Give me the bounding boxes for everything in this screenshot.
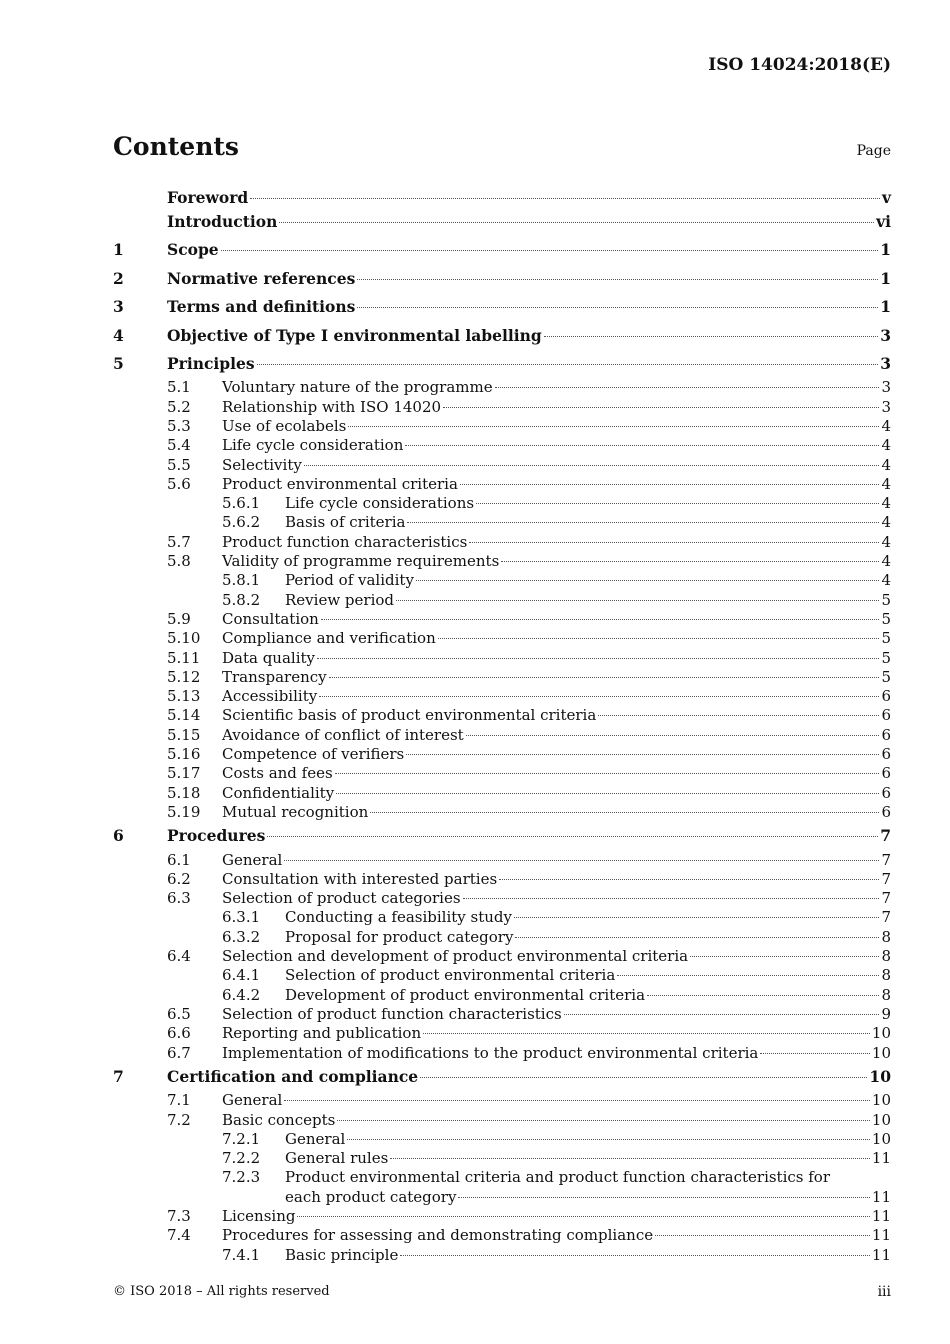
toc-entry-number: 5.8.2 [222,590,261,609]
toc-entry-page: v [881,188,891,207]
toc-entry-page: 7 [881,908,891,927]
dot-leader [297,1216,869,1217]
dot-leader [469,542,879,543]
toc-entry-page: 7 [881,889,891,908]
toc-entry[interactable] [113,668,891,687]
toc-entry[interactable] [113,803,891,822]
toc-entry-title: Accessibility [222,687,318,706]
toc-entry-page: 4 [881,436,891,455]
dot-leader [348,426,879,427]
toc-entry-title: Selection of product function characteristics [222,1004,562,1023]
dot-leader [515,937,879,938]
toc-entry-title: Basic principle [285,1245,399,1264]
toc-entry[interactable] [113,1111,891,1130]
dot-leader [423,1033,870,1034]
toc-entry-page: 11 [871,1226,891,1245]
toc-entry-page: 1 [880,240,891,260]
toc-entry-number: 5.15 [167,725,201,744]
toc-entry-page: 11 [871,1187,891,1206]
toc-entry-page: 6 [881,725,891,744]
dot-leader [257,364,879,365]
toc-entry-number: 5.12 [167,667,201,686]
toc-entry[interactable] [113,571,891,590]
toc-entry-number: 5.9 [167,609,191,628]
toc-entry-page: 3 [880,325,891,345]
toc-entry-page: 4 [881,494,891,513]
dot-leader [357,279,878,280]
toc-entry-number: 5 [113,353,124,373]
toc-entry-number: 5.7 [167,532,191,551]
toc-entry-title: Costs and fees [222,764,333,783]
toc-entry-number: 7.1 [167,1091,191,1110]
page-column-label: Page [856,143,891,159]
dot-leader [284,1100,870,1101]
toc-entry[interactable] [113,870,891,889]
toc-entry-title: Compliance and verification [222,629,436,648]
toc-entry-page: 6 [881,802,891,821]
toc-entry-title: Confidentiality [222,783,335,802]
toc-entry-number: 6.6 [167,1024,191,1043]
toc-entry-number: 7.2.2 [222,1149,261,1168]
dot-leader [499,879,879,880]
toc-entry[interactable] [113,436,891,455]
toc-entry[interactable] [113,184,891,208]
toc-entry-title: Selection of product categories [222,889,461,908]
toc-entry-title: Life cycle consideration [222,436,404,455]
dot-leader [406,754,879,755]
toc-entry[interactable] [113,851,891,870]
toc-entry-page: 8 [881,985,891,1004]
toc-entry-page: 11 [871,1245,891,1264]
dot-leader [647,995,879,996]
dot-leader [690,956,879,957]
toc-entry[interactable] [113,513,891,532]
toc-entry-title: Reporting and publication [222,1024,422,1043]
toc-entry[interactable] [113,784,891,803]
toc-entry-title: Product function characteristics [222,532,468,551]
toc-entry-number: 6.4.1 [222,966,261,985]
toc-entry-page: 10 [871,1024,891,1043]
toc-entry-title: Avoidance of conflict of interest [222,725,464,744]
toc-entry-number: 5.5 [167,455,191,474]
dot-leader [598,715,879,716]
toc-entry[interactable] [113,1044,891,1063]
toc-entry[interactable] [113,475,891,494]
toc-entry-page: 4 [881,513,891,532]
toc-entry-number: 3 [113,297,124,317]
dot-leader [405,445,879,446]
toc-entry[interactable] [113,706,891,725]
toc-entry-title: Terms and definitions [167,297,356,317]
toc-entry-title: Selectivity [222,455,302,474]
toc-entry-page: 10 [869,1066,891,1086]
toc-entry-title: Development of product environmental criteria [285,985,646,1004]
toc-entry-number: 7.4.1 [222,1245,261,1264]
dot-leader [321,619,880,620]
toc-entry[interactable] [113,1063,891,1091]
toc-entry-page: 10 [871,1091,891,1110]
dot-leader [760,1053,870,1054]
dot-leader [443,407,879,408]
toc-entry-title: Implementation of modifications to the product environmental criteria [222,1043,759,1062]
toc-entry[interactable] [113,208,891,236]
dot-leader [438,638,880,639]
toc-entry[interactable] [113,649,891,668]
toc-entry-page: vi [876,212,891,231]
toc-entry-title: General rules [285,1149,389,1168]
toc-entry[interactable] [113,236,891,264]
toc-entry-number: 5.4 [167,436,191,455]
dot-leader [347,1139,870,1140]
toc-entry-number: 7.4 [167,1226,191,1245]
toc-entry-title: Consultation with interested parties [222,869,498,888]
toc-entry-title: Basis of criteria [285,513,406,532]
toc-entry-title: Voluntary nature of the programme [222,378,493,397]
toc-entry-number: 7.2.1 [222,1129,261,1148]
dot-leader [416,580,880,581]
toc-entry[interactable] [113,533,891,552]
dot-leader [460,484,880,485]
toc-entry-title: Competence of verifiers [222,744,405,763]
toc-entry[interactable] [113,591,891,610]
toc-entry-number: 5.6 [167,474,191,493]
toc-entry[interactable] [113,1226,891,1245]
toc-entry-page: 4 [881,455,891,474]
toc-entry-title: Mutual recognition [222,802,369,821]
toc-entry-number: 6.4.2 [222,985,261,1004]
dot-leader [396,600,879,601]
toc-entry-number: 5.11 [167,648,201,667]
toc-entry[interactable] [113,629,891,648]
toc-entry-title: General [222,850,283,869]
dot-leader [267,836,878,837]
toc-entry-title: Transparency [222,667,327,686]
toc-entry[interactable] [113,764,891,783]
dot-leader [501,561,879,562]
toc-entry-title: Scope [167,240,219,260]
toc-entry-title: Conducting a feasibility study [285,908,512,927]
toc-entry-title: Procedures [167,826,266,846]
toc-entry-page: 6 [881,687,891,706]
toc-entry[interactable] [113,822,891,850]
dot-leader [476,503,879,504]
toc-entry[interactable] [113,494,891,513]
toc-entry-title: Selection of product environmental criteria [285,966,616,985]
copyright-notice: © ISO 2018 – All rights reserved [113,1284,330,1299]
toc-entry-page: 3 [881,397,891,416]
toc-entry-page: 11 [871,1149,891,1168]
toc-entry-number: 6 [113,826,124,846]
dot-leader [390,1158,870,1159]
dot-leader [250,198,880,199]
toc-entry-page: 9 [881,1004,891,1023]
toc-entry-page: 5 [881,648,891,667]
toc-entry-page: 4 [881,474,891,493]
toc-entry-title: Relationship with ISO 14020 [222,397,442,416]
toc-entry-page: 1 [880,268,891,288]
dot-leader [466,735,880,736]
toc-entry[interactable] [113,456,891,475]
toc-entry-title: Proposal for product category [285,927,514,946]
toc-entry-number: 5.18 [167,783,201,802]
toc-entry-number: 5.10 [167,629,201,648]
toc-entry-page: 3 [880,353,891,373]
toc-entry-number: 6.2 [167,869,191,888]
dot-leader [564,1014,880,1015]
toc-entry[interactable] [113,1024,891,1043]
dot-leader [317,658,879,659]
dot-leader [407,522,879,523]
toc-entry-number: 7 [113,1066,124,1086]
toc-entry-number: 2 [113,268,124,288]
toc-entry-title-continued: each product category [285,1187,457,1206]
toc-entry[interactable] [113,1149,891,1168]
dot-leader [279,222,874,223]
dot-leader [337,1120,870,1121]
toc-entry-title: Certification and compliance [167,1066,419,1086]
toc-entry-title: Validity of programme requirements [222,552,500,571]
dot-leader [284,860,879,861]
toc-entry-page: 7 [881,850,891,869]
toc-entry-title: Procedures for assessing and demonstrating compliance [222,1226,654,1245]
dot-leader [463,898,880,899]
toc-entry[interactable] [113,265,891,293]
toc-entry-title: Life cycle considerations [285,494,475,513]
dot-leader [319,696,879,697]
toc-entry-page: 8 [881,927,891,946]
toc-entry-number: 7.2.3 [222,1168,261,1187]
toc-entry-number: 5.19 [167,802,201,821]
toc-entry-number: 5.13 [167,687,201,706]
toc-entry-number: 6.1 [167,850,191,869]
toc-entry-title: Selection and development of product environmental criteria [222,947,689,966]
toc-entry-page: 4 [881,571,891,590]
dot-leader [370,812,879,813]
toc-entry-page: 4 [881,532,891,551]
dot-leader [335,773,880,774]
toc-entry-title: Product environmental criteria and product function characteristics for [285,1168,831,1187]
dot-leader [304,465,880,466]
toc-entry-number: 5.8 [167,552,191,571]
toc-entry[interactable] [113,986,891,1005]
toc-entry-title: Review period [285,590,395,609]
toc-entry[interactable] [113,928,891,947]
toc-entry[interactable] [113,726,891,745]
toc-entry[interactable] [113,889,891,908]
dot-leader [336,793,879,794]
toc-entry-page: 11 [871,1207,891,1225]
toc-entry-page: 8 [881,947,891,966]
toc-entry[interactable] [113,378,891,397]
toc-entry-title: Introduction [167,212,278,231]
toc-entry[interactable] [113,322,891,350]
toc-entry[interactable] [113,350,891,378]
toc-entry[interactable] [113,1168,891,1207]
toc-entry-title: Scientific basis of product environmental criteria [222,706,597,725]
toc-entry-page: 5 [881,590,891,609]
toc-entry[interactable] [113,1207,891,1226]
toc-entry[interactable] [113,1246,891,1265]
toc-entry-number: 5.1 [167,378,191,397]
toc-entry-number: 5.3 [167,416,191,435]
toc-entry-title: Objective of Type I environmental labelling [167,325,542,345]
toc-entry[interactable] [113,417,891,436]
toc-entry[interactable] [113,398,891,417]
toc-entry-number: 5.6.1 [222,494,261,513]
toc-entry[interactable] [113,966,891,985]
toc-entry-number: 6.3 [167,889,191,908]
toc-entry-page: 6 [881,706,891,725]
toc-entry-page: 7 [880,826,891,846]
toc-entry-title: General [222,1091,283,1110]
toc-entry-title: Normative references [167,268,356,288]
toc-entry-page: 4 [881,416,891,435]
toc-entry[interactable] [113,1130,891,1149]
dot-leader [400,1255,870,1256]
toc-entry-page: 10 [871,1043,891,1062]
toc-entry-title: Principles [167,353,255,373]
toc-entry-number: 6.3.2 [222,927,261,946]
toc-entry[interactable] [113,1091,891,1110]
table-of-contents [113,184,891,1265]
toc-entry-page: 10 [871,1129,891,1148]
dot-leader [221,250,879,251]
document-identifier: ISO 14024:2018(E) [708,55,891,75]
toc-entry-page: 10 [871,1110,891,1129]
toc-entry[interactable] [113,687,891,706]
dot-leader [544,336,878,337]
toc-entry[interactable] [113,552,891,571]
toc-entry-title: Use of ecolabels [222,416,347,435]
toc-entry-page: 5 [881,667,891,686]
toc-entry-page: 5 [881,629,891,648]
toc-entry[interactable] [113,908,891,927]
dot-leader [420,1077,867,1078]
toc-entry-page: 6 [881,783,891,802]
toc-entry-number: 1 [113,240,124,260]
toc-entry-title: Product environmental criteria [222,474,458,493]
toc-entry[interactable] [113,610,891,629]
toc-entry-page: 8 [881,966,891,985]
toc-entry-number: 7.2 [167,1110,191,1129]
toc-entry-page: 1 [880,297,891,317]
toc-entry-number: 5.2 [167,397,191,416]
toc-entry[interactable] [113,293,891,321]
toc-entry-title: Licensing [222,1207,296,1225]
toc-entry-number: 6.3.1 [222,908,261,927]
toc-entry-title: Data quality [222,648,316,667]
toc-entry-title: Foreword [167,188,249,207]
toc-entry-number: 5.14 [167,706,201,725]
toc-entry-number: 5.16 [167,744,201,763]
toc-entry[interactable] [113,745,891,764]
dot-leader [458,1197,869,1198]
toc-entry[interactable] [113,1005,891,1024]
toc-entry-page: 6 [881,764,891,783]
toc-entry-page: 4 [881,552,891,571]
dot-leader [329,677,880,678]
toc-entry-title: Basic concepts [222,1110,336,1129]
dot-leader [514,917,879,918]
toc-entry-number: 5.6.2 [222,513,261,532]
toc-entry-title: General [285,1129,346,1148]
toc-entry-number: 6.5 [167,1004,191,1023]
toc-entry-page: 3 [881,378,891,397]
toc-entry-number: 4 [113,325,124,345]
toc-entry[interactable] [113,947,891,966]
dot-leader [655,1235,870,1236]
toc-entry-page: 6 [881,744,891,763]
toc-entry-title: Period of validity [285,571,414,590]
dot-leader [357,307,878,308]
toc-entry-page: 7 [881,869,891,888]
toc-entry-number: 6.7 [167,1043,191,1062]
toc-entry-number: 6.4 [167,947,191,966]
toc-entry-number: 5.17 [167,764,201,783]
toc-entry-number: 5.8.1 [222,571,261,590]
dot-leader [495,387,880,388]
page-number: iii [877,1284,891,1300]
toc-entry-title: Consultation [222,609,319,628]
toc-entry-page: 5 [881,609,891,628]
toc-entry-number: 7.3 [167,1207,191,1225]
page-title: Contents [113,132,240,161]
dot-leader [617,975,879,976]
